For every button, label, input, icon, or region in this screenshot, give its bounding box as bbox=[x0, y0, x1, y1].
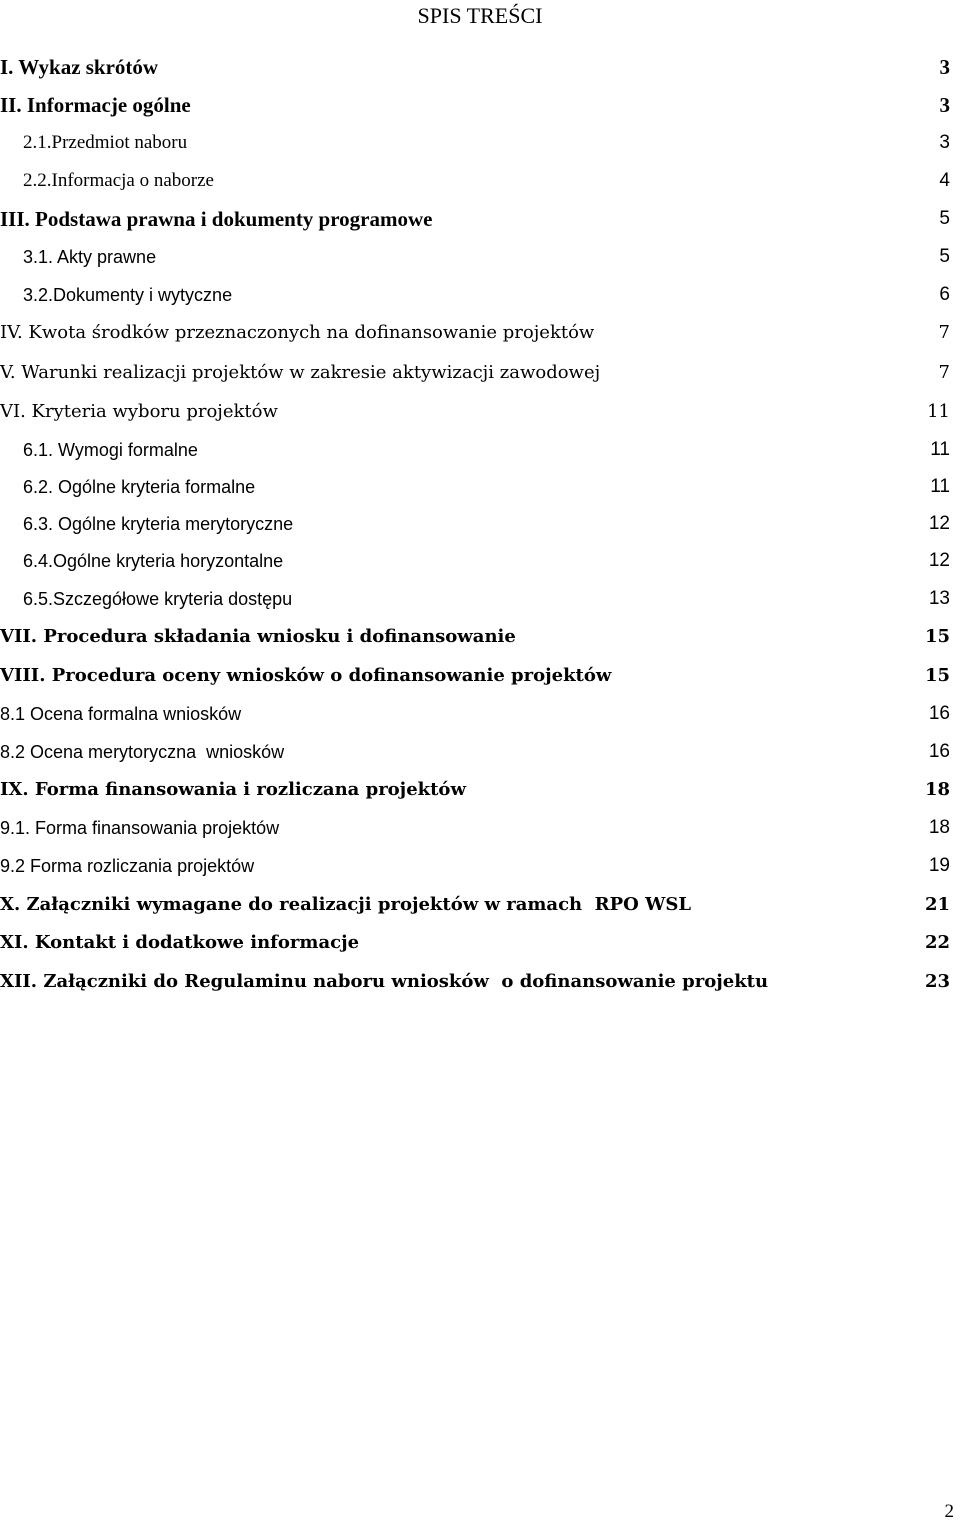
toc-entry-page: 12 bbox=[928, 550, 950, 571]
toc-entry-label: 6.2. Ogólne kryteria formalne bbox=[23, 477, 256, 497]
toc-entry-page: 6 bbox=[939, 284, 950, 305]
toc-entry-xii[interactable] bbox=[0, 963, 960, 1001]
toc-entry-page: 4 bbox=[939, 170, 950, 191]
toc-entry-page: 15 bbox=[924, 665, 950, 686]
toc-entry-iii[interactable] bbox=[0, 200, 960, 238]
toc-entry-page: 16 bbox=[928, 741, 950, 762]
toc-entry-3-1[interactable] bbox=[0, 238, 960, 276]
toc-entry-label: 8.1 Ocena formalna wniosków bbox=[0, 704, 242, 724]
toc-entry-xi[interactable] bbox=[0, 924, 960, 962]
toc-entry-page: 11 bbox=[927, 401, 950, 422]
toc-entry-x[interactable] bbox=[0, 886, 960, 924]
toc-entry-9-2[interactable] bbox=[0, 847, 950, 885]
toc-entry-label: 9.1. Forma finansowania projektów bbox=[0, 818, 280, 838]
toc-entry-2-1[interactable] bbox=[0, 124, 960, 162]
toc-entry-6-1[interactable] bbox=[0, 431, 960, 469]
toc-entry-vi[interactable] bbox=[0, 393, 960, 431]
toc-entry-label: XII. Załączniki do Regulaminu naboru wniosków o dofinansowanie projektu bbox=[0, 971, 769, 992]
toc-entry-page: 18 bbox=[928, 817, 950, 838]
toc-entry-viii[interactable] bbox=[0, 657, 960, 695]
toc-entry-label: 3.1. Akty prawne bbox=[23, 247, 157, 267]
toc-entry-2-2[interactable] bbox=[0, 162, 960, 200]
toc-entry-8-2[interactable] bbox=[0, 733, 950, 771]
toc-entry-label: 2.1.Przedmiot naboru bbox=[23, 132, 188, 153]
toc-entry-label: IV. Kwota środków przeznaczonych na dofinansowanie projektów bbox=[0, 322, 595, 343]
toc-entry-v[interactable] bbox=[0, 354, 960, 392]
toc-entry-label: IX. Forma finansowania i rozliczana projektów bbox=[0, 779, 466, 800]
toc-entry-label: XI. Kontakt i dodatkowe informacje bbox=[0, 932, 360, 953]
toc-entry-page: 19 bbox=[928, 855, 950, 876]
toc-entry-page: 21 bbox=[924, 894, 950, 915]
toc-entry-page: 3 bbox=[939, 132, 950, 153]
toc-entry-ix[interactable] bbox=[0, 771, 960, 809]
toc-entry-6-3[interactable] bbox=[0, 505, 960, 543]
page-number: 2 bbox=[944, 1501, 954, 1522]
toc-entry-label: I. Wykaz skrótów bbox=[0, 55, 159, 79]
toc-entry-page: 18 bbox=[924, 779, 950, 800]
toc-entry-9-1[interactable] bbox=[0, 809, 950, 847]
toc-entry-page: 3 bbox=[939, 93, 950, 117]
page-title: SPIS TREŚCI bbox=[417, 3, 543, 28]
toc-entry-page: 15 bbox=[924, 626, 950, 647]
toc-entry-6-2[interactable] bbox=[0, 468, 960, 506]
toc-entry-page: 5 bbox=[939, 208, 950, 229]
toc-entry-i[interactable] bbox=[0, 48, 960, 86]
toc-entry-page: 3 bbox=[939, 55, 950, 79]
toc-entry-label: V. Warunki realizacji projektów w zakresie aktywizacji zawodowej bbox=[0, 362, 601, 383]
toc-entry-label: II. Informacje ogólne bbox=[0, 93, 191, 117]
toc-entry-label: III. Podstawa prawna i dokumenty programowe bbox=[0, 207, 433, 231]
toc-entry-label: 9.2 Forma rozliczania projektów bbox=[0, 856, 255, 876]
toc-entry-label: 6.3. Ogólne kryteria merytoryczne bbox=[23, 514, 294, 534]
toc-entry-page: 11 bbox=[930, 476, 950, 497]
toc-entry-label: 6.5.Szczegółowe kryteria dostępu bbox=[23, 589, 293, 609]
toc-entry-ii[interactable] bbox=[0, 86, 960, 124]
toc-entry-label: 6.1. Wymogi formalne bbox=[23, 440, 198, 460]
toc-entry-6-4[interactable] bbox=[0, 542, 960, 580]
toc-entry-page: 11 bbox=[930, 439, 950, 460]
toc-entry-iv[interactable] bbox=[0, 314, 960, 352]
toc-entry-page: 13 bbox=[928, 588, 950, 609]
toc-entry-page: 12 bbox=[928, 513, 950, 534]
toc-entry-page: 7 bbox=[938, 322, 950, 343]
toc-entry-6-5[interactable] bbox=[0, 580, 960, 618]
toc-entry-8-1[interactable] bbox=[0, 695, 950, 733]
toc-entry-label: 6.4.Ogólne kryteria horyzontalne bbox=[23, 551, 284, 571]
toc-entry-page: 16 bbox=[928, 703, 950, 724]
toc-entry-label: VIII. Procedura oceny wniosków o dofinansowanie projektów bbox=[0, 665, 612, 686]
toc-entry-3-2[interactable] bbox=[0, 276, 960, 314]
toc-entry-page: 7 bbox=[938, 362, 950, 383]
table-of-contents bbox=[0, 48, 960, 1008]
toc-entry-label: VI. Kryteria wyboru projektów bbox=[0, 401, 278, 422]
toc-entry-label: VII. Procedura składania wniosku i dofinansowanie bbox=[0, 626, 516, 647]
toc-entry-vii[interactable] bbox=[0, 618, 960, 656]
toc-entry-label: X. Załączniki wymagane do realizacji projektów w ramach RPO WSL bbox=[0, 894, 691, 915]
toc-entry-page: 23 bbox=[924, 971, 950, 992]
toc-entry-label: 3.2.Dokumenty i wytyczne bbox=[23, 285, 233, 305]
toc-entry-label: 8.2 Ocena merytoryczna wniosków bbox=[0, 742, 285, 762]
toc-entry-page: 5 bbox=[939, 246, 950, 267]
toc-entry-page: 22 bbox=[924, 932, 950, 953]
toc-entry-label: 2.2.Informacja o naborze bbox=[23, 170, 214, 191]
